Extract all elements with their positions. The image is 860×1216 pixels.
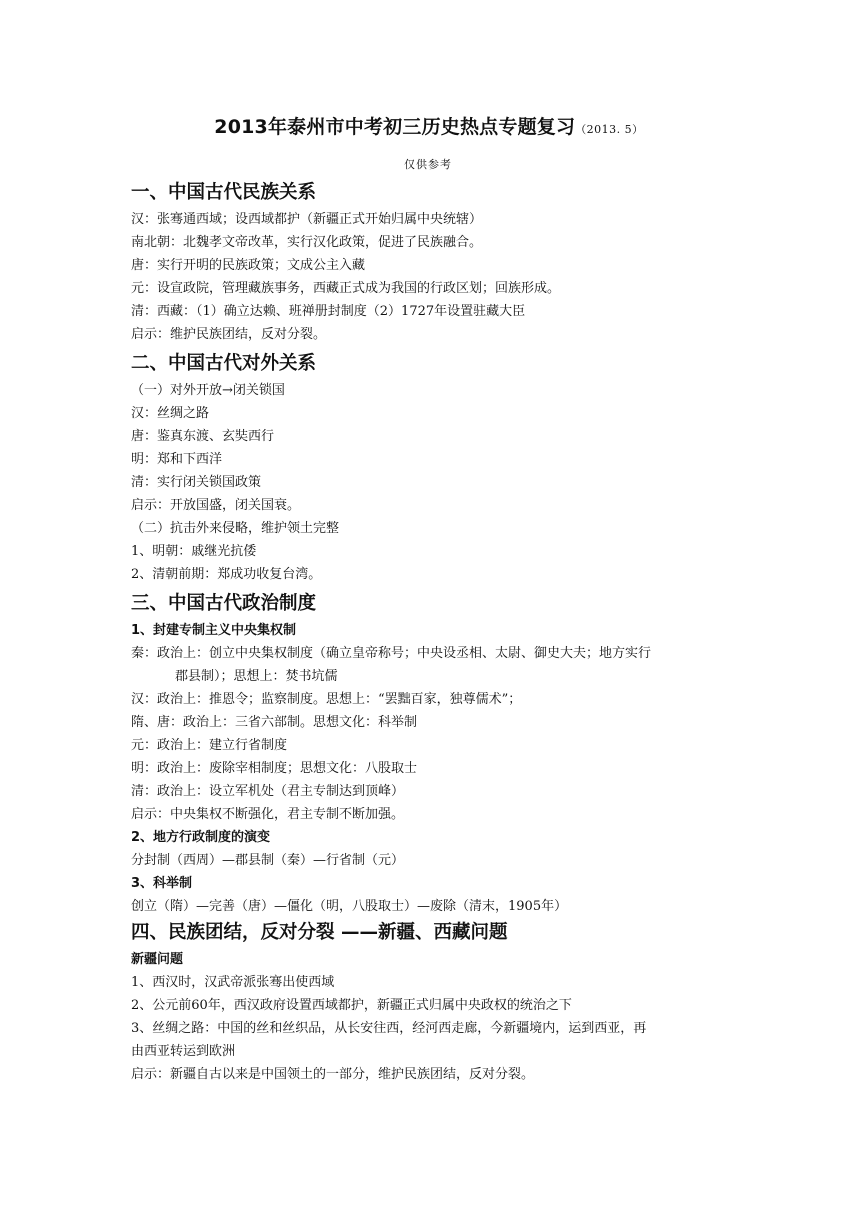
text-line: （二）抗击外来侵略，维护领土完整	[131, 521, 340, 536]
text-line: 启示：新疆自古以来是中国领土的一部分，维护民族团结，反对分裂。	[131, 1067, 535, 1082]
text-line: 秦：政治上：创立中央集权制度（确立皇帝称号；中央设丞相、太尉、御史大夫；地方实行	[131, 646, 652, 661]
text-line-continued: 郡县制）；思想上：焚书坑儒	[175, 669, 338, 684]
text-line: 启示：维护民族团结，反对分裂。	[131, 327, 327, 342]
section-heading-national-unity: 四、民族团结，反对分裂 ——新疆、西藏问题	[131, 922, 508, 943]
reference-note: 仅供参考	[404, 158, 452, 171]
text-line: （一）对外开放→闭关锁国	[131, 383, 285, 398]
text-line: 1、明朝：戚继光抗倭	[131, 544, 257, 559]
text-line: 启示：中央集权不断强化，君主专制不断加强。	[131, 807, 405, 822]
subheading-xinjiang: 新疆问题	[131, 952, 184, 967]
text-line: 1、西汉时，汉武帝派张骞出使西域	[131, 975, 335, 990]
text-line: 唐：鉴真东渡、玄奘西行	[131, 429, 275, 444]
text-line: 2、公元前60年，西汉政府设置西域都护，新疆正式归属中央政权的统治之下	[131, 998, 572, 1013]
subheading-imperial-exam: 3、科举制	[131, 876, 193, 891]
section-heading-foreign-relations: 二、中国古代对外关系	[131, 353, 317, 374]
text-line: 汉：张骞通西域；设西域都护（新疆正式开始归属中央统辖）	[131, 212, 483, 227]
document-page	[131, 112, 741, 1086]
text-line: 明：政治上：废除宰相制度；思想文化：八股取士	[131, 761, 418, 776]
section-heading-political-system: 三、中国古代政治制度	[131, 593, 317, 614]
title-date: （2013. 5）	[575, 123, 644, 136]
title-row	[117, 112, 741, 145]
text-line: 隋、唐：政治上：三省六部制。思想文化：科举制	[131, 715, 418, 730]
text-line: 2、清朝前期：郑成功收复台湾。	[131, 567, 322, 582]
text-line: 清：西藏：（1）确立达赖、班禅册封制度（2）1727年设置驻藏大臣	[131, 304, 526, 319]
text-line: 清：政治上：设立军机处（君主专制达到顶峰）	[131, 784, 405, 799]
text-line: 由西亚转运到欧洲	[131, 1044, 236, 1059]
section-heading-ethnic-relations: 一、中国古代民族关系	[131, 182, 317, 203]
subheading-local-administration: 2、地方行政制度的演变	[131, 830, 271, 845]
page-title: 2013年泰州市中考初三历史热点专题复习	[214, 116, 576, 138]
text-line: 创立（隋）—完善（唐）—僵化（明，八股取士）—废除（清末，1905年）	[131, 899, 568, 914]
text-line: 汉：政治上：推恩令；监察制度。思想上：“罢黜百家，独尊儒术”；	[131, 692, 522, 707]
text-line: 启示：开放国盛，闭关国衰。	[131, 498, 301, 513]
text-line: 南北朝：北魏孝文帝改革，实行汉化政策，促进了民族融合。	[131, 235, 483, 250]
subheading-centralization: 1、封建专制主义中央集权制	[131, 623, 297, 638]
text-line: 汉：丝绸之路	[131, 406, 210, 421]
text-line: 元：政治上：建立行省制度	[131, 738, 288, 753]
text-line: 清：实行闭关锁国政策	[131, 475, 262, 490]
text-line: 分封制（西周）—郡县制（秦）—行省制（元）	[131, 853, 405, 868]
text-line: 唐：实行开明的民族政策；文成公主入藏	[131, 258, 366, 273]
text-line: 3、丝绸之路：中国的丝和丝织品，从长安往西，经河西走廊，今新疆境内，运到西亚，再	[131, 1021, 647, 1036]
text-line: 明：郑和下西洋	[131, 452, 223, 467]
text-line: 元：设宣政院，管理藏族事务，西藏正式成为我国的行政区划；回族形成。	[131, 281, 561, 296]
